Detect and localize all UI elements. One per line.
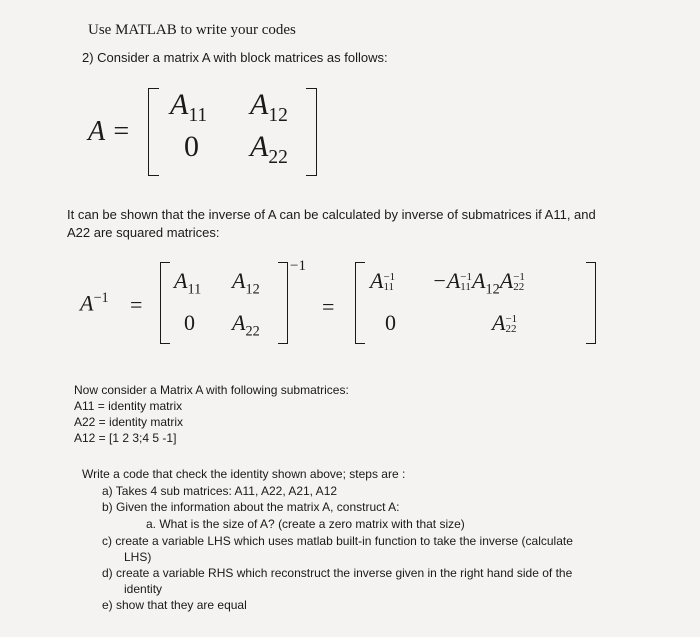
eq2-equals-2: = — [322, 294, 335, 319]
eq1-a22: $A_{22}$ — [250, 130, 288, 168]
step-b-a: a. What is the size of A? (create a zero matrix with that size) — [146, 517, 465, 531]
eq2-equals-1: = — [130, 292, 143, 317]
eq2-right-bracket-2 — [586, 262, 596, 344]
eq2-lhs: $A^{-1}$ — [80, 290, 109, 316]
eq2-r11: A −1 11 — [370, 268, 396, 293]
eq1-a12: $A_{12}$ — [250, 88, 288, 126]
eq1-zero: 0 — [184, 130, 199, 163]
eq2-r21: 0 — [385, 310, 396, 335]
eq1-lhs: A = — [88, 116, 131, 147]
eq2-r22: A −1 22 — [492, 310, 518, 335]
step-e: e) show that they are equal — [102, 598, 247, 612]
step-d-line1: d) create a variable RHS which reconstruct the inverse given in the right hand side of the — [102, 566, 573, 580]
eq1-right-bracket — [306, 88, 317, 176]
eq1-a11: $A_{11}$ — [170, 88, 208, 126]
inverse-text-line1: It can be shown that the inverse of A can be calculated by inverse of submatrices if A11, and — [67, 207, 596, 222]
eq2-left-bracket-2 — [355, 262, 365, 344]
inverse-text-line2: A22 are squared matrices: — [67, 225, 220, 240]
step-b: b) Given the information about the matrix A, construct A: — [102, 500, 400, 514]
step-a: a) Takes 4 sub matrices: A11, A22, A21, A12 — [102, 484, 338, 498]
eq2-a12: $A_{12}$ — [232, 268, 260, 298]
submatrix-a11: A11 = identity matrix — [74, 399, 183, 413]
submatrices-intro: Now consider a Matrix A with following submatrices: — [74, 383, 349, 397]
eq2-zero: 0 — [184, 310, 195, 335]
step-c-line1: c) create a variable LHS which uses matlab built-in function to take the inverse (calculate — [102, 534, 573, 548]
header-text: Use MATLAB to write your codes — [88, 22, 296, 38]
eq1-left-bracket — [148, 88, 159, 176]
submatrix-a22: A22 = identity matrix — [74, 415, 184, 429]
eq2-a11: $A_{11}$ — [174, 268, 202, 298]
step-c-line2: LHS) — [124, 550, 152, 564]
eq2-right-bracket-1 — [278, 262, 288, 344]
step-d-line2: identity — [124, 582, 163, 596]
eq2-outer-exponent: −1 — [290, 258, 306, 274]
steps-intro: Write a code that check the identity shown above; steps are : — [82, 467, 406, 481]
question-text: 2) Consider a matrix A with block matrices as follows: — [82, 50, 388, 65]
eq2-a22: $A_{22}$ — [232, 310, 260, 340]
eq2-r12: −A −1 11 $A_{12}A$ −1 22 — [432, 268, 525, 298]
submatrix-a12: A12 = [1 2 3;4 5 -1] — [74, 431, 177, 445]
eq2-left-bracket-1 — [160, 262, 170, 344]
